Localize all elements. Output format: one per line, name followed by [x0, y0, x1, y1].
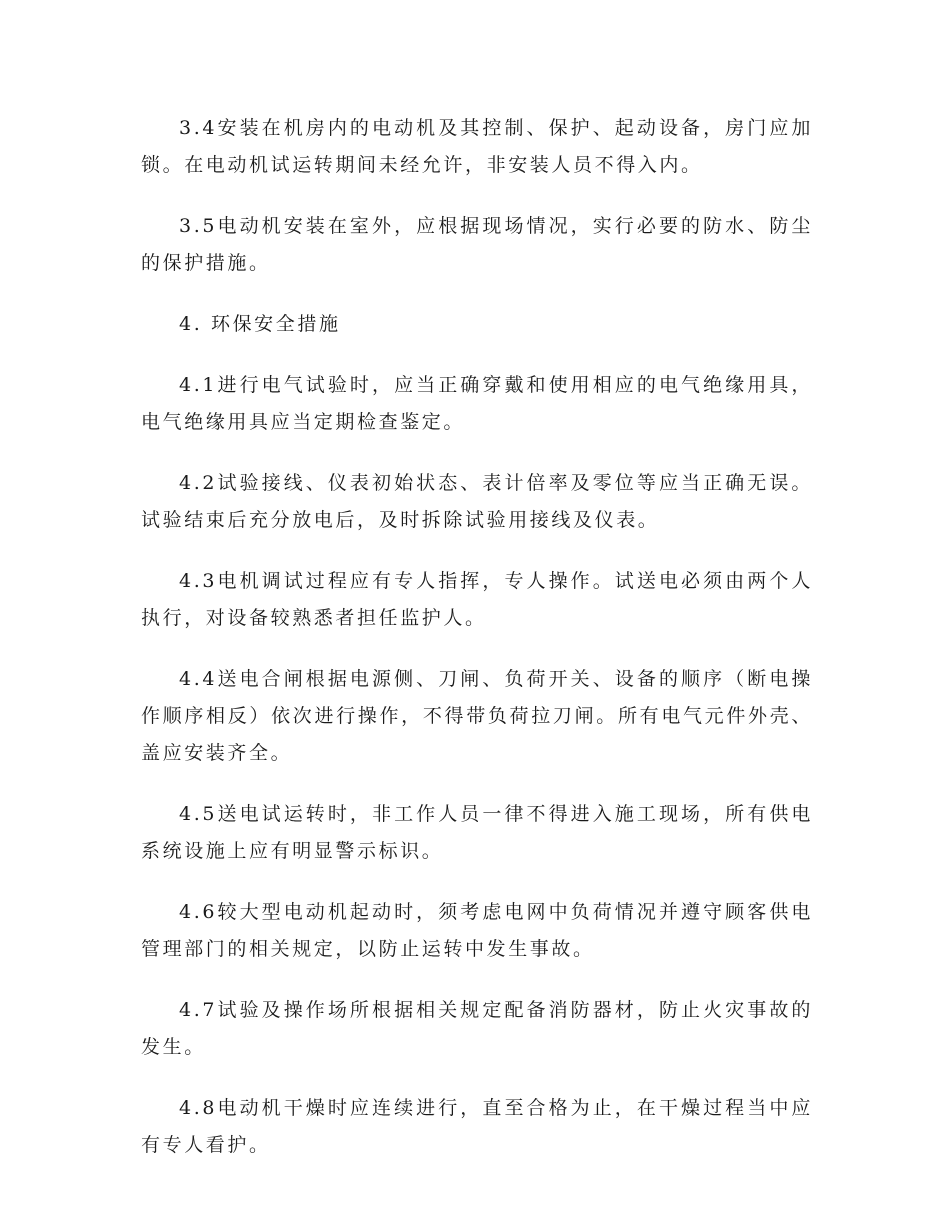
paragraph-4-2: 4.2试验接线、仪表初始状态、表计倍率及零位等应当正确无误。试验结束后充分放电后，及时拆除试验用接线及仪表。: [141, 472, 813, 531]
paragraph-4-6: 4.6较大型电动机起动时，须考虑电网中负荷情况并遵守顾客供电管理部门的相关规定，以防止运转中发生事故。: [141, 901, 813, 960]
paragraph-4-5: 4.5送电试运转时，非工作人员一律不得进入施工现场，所有供电系统设施上应有明显警示标识。: [141, 803, 813, 862]
paragraph-4-7: 4.7试验及操作场所根据相关规定配备消防器材，防止火灾事故的发生。: [141, 999, 813, 1058]
paragraph-4-1: 4.1进行电气试验时，应当正确穿戴和使用相应的电气绝缘用具，电气绝缘用具应当定期检查鉴定。: [141, 374, 813, 433]
paragraph-4-3: 4.3电机调试过程应有专人指挥，专人操作。试送电必须由两个人执行，对设备较熟悉者担任监护人。: [141, 570, 813, 629]
paragraph-3-4: 3.4安装在机房内的电动机及其控制、保护、起动设备，房门应加锁。在电动机试运转期间未经允许，非安装人员不得入内。: [141, 117, 813, 176]
paragraph-4-4: 4.4送电合闸根据电源侧、刀闸、负荷开关、设备的顺序（断电操作顺序相反）依次进行操作，不得带负荷拉刀闸。所有电气元件外壳、盖应安装齐全。: [141, 668, 813, 764]
section-heading-4: 4. 环保安全措施: [179, 313, 341, 335]
paragraph-3-5: 3.5电动机安装在室外，应根据现场情况，实行必要的防水、防尘的保护措施。: [141, 215, 813, 274]
document-body: [141, 110, 813, 1188]
paragraph-4-8: 4.8电动机干燥时应连续进行，直至合格为止，在干燥过程当中应有专人看护。: [141, 1097, 813, 1156]
